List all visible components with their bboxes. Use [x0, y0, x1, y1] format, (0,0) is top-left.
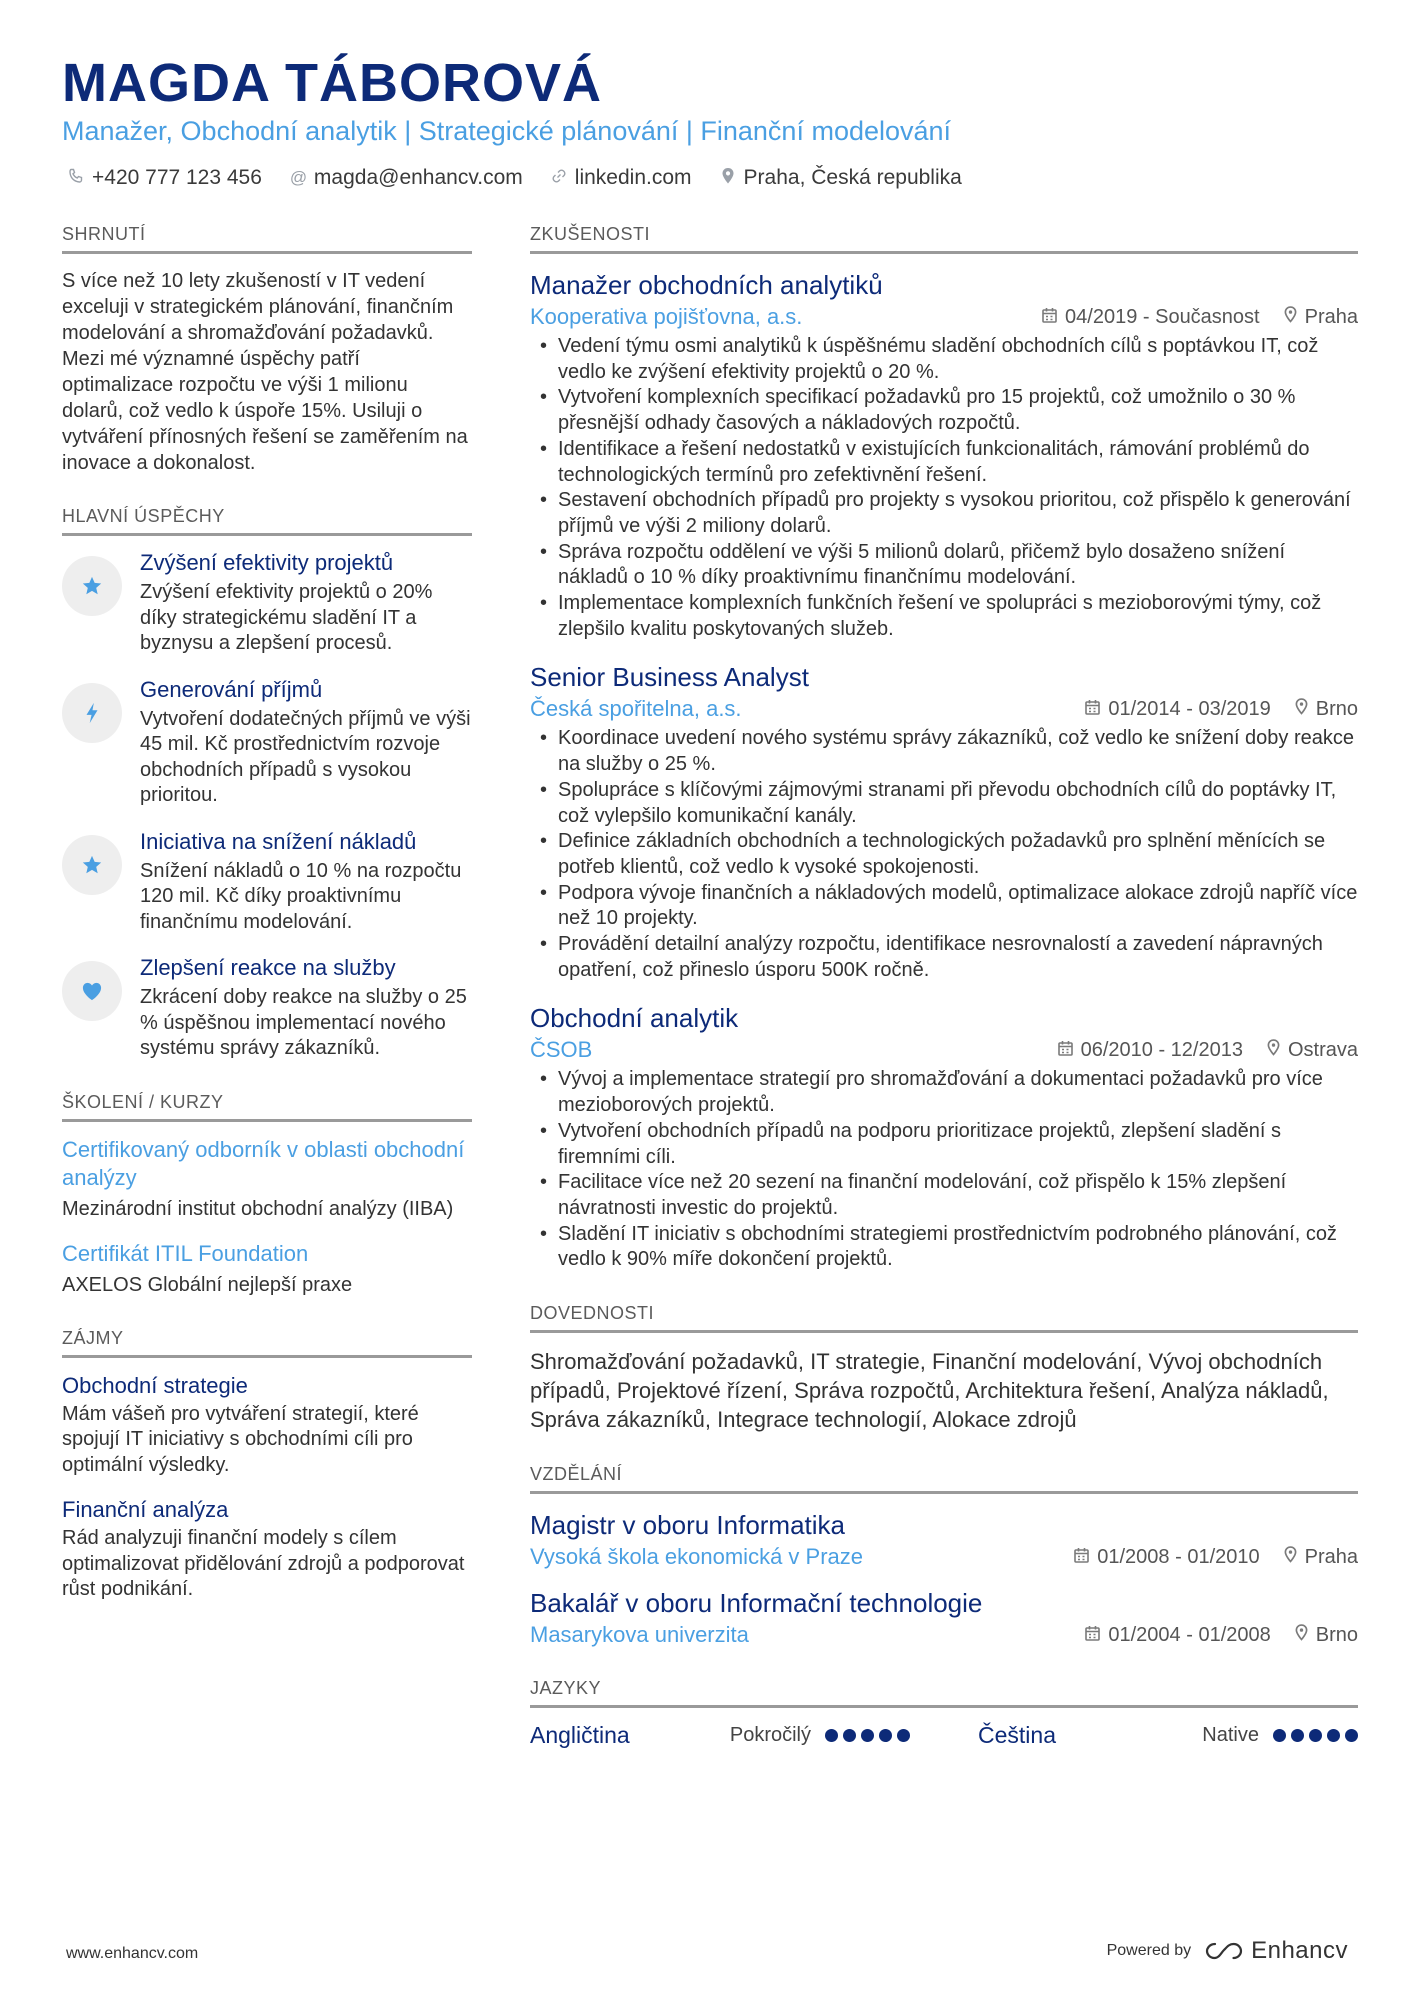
job-bullet: • Spolupráce s klíčovými zájmovými stranami při převodu obchodních cílů do poptávky IT, což vylepšilo komunikační kanály.	[530, 778, 1358, 829]
language-name: Angličtina	[530, 1722, 630, 1749]
job-bullet: • Vytvoření obchodních případů na podporu prioritizace projektů, zlepšení sladění s firemními cíli.	[530, 1119, 1358, 1170]
course-item	[62, 1136, 472, 1222]
language-dots	[825, 1729, 910, 1742]
enhancv-logo[interactable]	[1205, 1937, 1348, 1965]
link-icon	[551, 168, 567, 189]
level-dot	[1345, 1729, 1358, 1742]
email-text: magda@enhancv.com	[313, 166, 523, 189]
footer-branding	[1107, 1937, 1348, 1965]
education-dates: 01/2004 - 01/2008	[1108, 1623, 1271, 1646]
course-title: Certifikát ITIL Foundation	[62, 1240, 309, 1266]
experience-heading: ZKUŠENOSTI	[530, 224, 1358, 254]
location-pin-icon	[1267, 1039, 1280, 1061]
achievements-section	[62, 506, 472, 1062]
language-level: Native	[1202, 1724, 1259, 1747]
contact-linkedin[interactable]	[551, 166, 692, 190]
contact-location	[720, 166, 962, 190]
languages-heading: JAZYKY	[530, 1678, 1358, 1708]
experience-section	[530, 224, 1358, 1273]
job-bullet: • Koordinace uvedení nového systému správy zákazníků, což vedlo ke snížení doby reakce na služby o 25 %.	[530, 726, 1358, 777]
school-name: Masarykova univerzita	[530, 1622, 749, 1648]
course-provider: Mezinárodní institut obchodní analýzy (IIBA)	[62, 1197, 454, 1220]
degree-title: Magistr v oboru Informatika	[530, 1510, 846, 1541]
education-entry	[530, 1586, 1358, 1648]
job-bullets	[530, 334, 1358, 642]
job-title: Manažer obchodních analytiků	[530, 270, 883, 300]
contact-phone[interactable]	[68, 166, 262, 190]
bolt-icon	[62, 683, 122, 743]
interests-heading: ZÁJMY	[62, 1328, 472, 1358]
location-text: Praha, Česká republika	[743, 166, 962, 189]
at-icon: @	[289, 168, 308, 187]
education-entry	[530, 1508, 1358, 1570]
location-pin-icon	[720, 167, 736, 190]
achievement-item	[62, 829, 472, 936]
job-dates: 06/2010 - 12/2013	[1080, 1038, 1243, 1061]
achievement-desc: Vytvoření dodatečných příjmů ve výši 45 mil. Kč prostřednictvím rozvoje obchodních případů s vysokou prioritou.	[140, 707, 471, 806]
level-dot	[1309, 1729, 1322, 1742]
job-bullet: • Vytvoření komplexních specifikací požadavků pro 15 projektů, což umožnilo o 30 % přesnější odhady časových a nákladových rozpočtů.	[530, 385, 1358, 436]
job-bullet: • Provádění detailní analýzy rozpočtu, identifikace nesrovnalostí a zavedení nápravných opatření, což přineslo úsporu 500K ročně.	[530, 932, 1358, 983]
job-entry	[530, 1001, 1358, 1273]
job-company: ČSOB	[530, 1037, 593, 1063]
skills-section	[530, 1303, 1358, 1434]
candidate-subtitle: Manažer, Obchodní analytik | Strategické plánování | Finanční modelování	[62, 116, 952, 146]
left-column	[62, 224, 472, 1633]
level-dot	[843, 1729, 856, 1742]
language-level: Pokročilý	[729, 1724, 811, 1747]
interest-title: Finanční analýza	[62, 1497, 229, 1522]
linkedin-text: linkedin.com	[574, 166, 692, 189]
calendar-icon	[1085, 699, 1100, 720]
contact-bar	[68, 166, 962, 190]
brand-name: Enhancv	[1251, 1937, 1348, 1964]
achievements-heading: HLAVNÍ ÚSPĚCHY	[62, 506, 472, 536]
calendar-icon	[1085, 1625, 1100, 1646]
course-title: Certifikovaný odborník v oblasti obchodní analýzy	[62, 1136, 465, 1190]
achievement-item	[62, 677, 472, 809]
job-title: Senior Business Analyst	[530, 662, 809, 693]
summary-heading: SHRNUTÍ	[62, 224, 472, 254]
achievement-desc: Snížení nákladů o 10 % na rozpočtu 120 mil. Kč díky proaktivnímu finančnímu modelování.	[140, 859, 462, 933]
language-item	[530, 1722, 910, 1749]
job-bullet: • Identifikace a řešení nedostatků v existujících funkcionalitách, rámování problémů do technologických termínů pro zefektivnění řešení.	[530, 437, 1358, 488]
courses-section	[62, 1092, 472, 1298]
skills-heading: DOVEDNOSTI	[530, 1303, 1358, 1333]
job-bullet: • Správa rozpočtu oddělení ve výši 5 milionů dolarů, přičemž bylo dosaženo snížení nákladů o 10 % díky proaktivnímu finančnímu modelování.	[530, 540, 1358, 591]
job-company: Česká spořitelna, a.s.	[530, 696, 742, 722]
language-item	[978, 1722, 1358, 1749]
enhancv-logo-icon	[1205, 1941, 1243, 1961]
interest-desc: Rád analyzuji finanční modely s cílem optimalizovat přidělování zdrojů a podporovat růst podnikání.	[62, 1527, 465, 1600]
candidate-name: MAGDA TÁBOROVÁ	[62, 53, 602, 113]
job-bullet: • Vývoj a implementace strategií pro shromažďování a dokumentaci požadavků pro více mezioborových projektů.	[530, 1067, 1358, 1118]
achievement-title: Iniciativa na snížení nákladů	[140, 828, 417, 854]
job-bullet: • Podpora vývoje finančních a nákladových modelů, optimalizace alokace zdrojů napříč více než 10 projekty.	[530, 881, 1358, 932]
education-section	[530, 1464, 1358, 1648]
job-bullets	[530, 726, 1358, 983]
course-item	[62, 1240, 472, 1298]
level-dot	[1273, 1729, 1286, 1742]
job-entry	[530, 268, 1358, 642]
job-company: Kooperativa pojišťovna, a.s.	[530, 304, 803, 329]
job-dates: 04/2019 - Současnost	[1065, 305, 1260, 328]
achievement-item	[62, 550, 472, 657]
job-bullet: • Vedení týmu osmi analytiků k úspěšnému sladění obchodních cílů s poptávkou IT, což vedlo ke zvýšení efektivity projektů o 20 %.	[530, 334, 1358, 385]
interest-desc: Mám vášeň pro vytváření strategií, které spojují IT iniciativy s obchodními cíli pro optimální výsledky.	[62, 1402, 419, 1476]
achievement-title: Zvýšení efektivity projektů	[140, 550, 394, 575]
education-heading: VZDĚLÁNÍ	[530, 1464, 1358, 1494]
languages-section	[530, 1678, 1358, 1749]
job-title: Obchodní analytik	[530, 1003, 739, 1034]
level-dot	[897, 1729, 910, 1742]
summary-section	[62, 224, 472, 476]
education-location: Brno	[1315, 1623, 1358, 1646]
job-bullet: • Definice základních obchodních a technologických požadavků pro splnění měnících se potřeb klientů, což vedlo k vysoké spokojenosti.	[530, 829, 1358, 880]
job-bullet: • Sladění IT iniciativ s obchodními strategiemi prostřednictvím podrobného plánování, což vedlo k 90% míře dokončení projektů.	[530, 1222, 1358, 1273]
job-bullet: • Facilitace více než 20 sezení na finanční modelování, což přispělo k 15% zlepšení návratnosti investic do projektů.	[530, 1170, 1358, 1221]
location-pin-icon	[1295, 698, 1308, 720]
star-icon	[62, 835, 122, 895]
footer-website[interactable]: www.enhancv.com	[66, 1945, 199, 1962]
courses-heading: ŠKOLENÍ / KURZY	[62, 1092, 472, 1122]
job-bullet: • Implementace komplexních funkčních řešení ve spolupráci s mezioborovými týmy, což zlepšilo kvalitu poskytovaných služeb.	[530, 591, 1358, 642]
contact-email[interactable]	[290, 166, 523, 190]
job-location: Brno	[1315, 697, 1358, 720]
language-name: Čeština	[978, 1722, 1056, 1749]
job-bullet: • Sestavení obchodních případů pro projekty s vysokou prioritou, což přispělo k generování příjmů ve výši 2 miliony dolarů.	[530, 488, 1358, 539]
interest-title: Obchodní strategie	[62, 1372, 248, 1398]
powered-by-text: Powered by	[1106, 1942, 1192, 1959]
star-icon	[62, 556, 122, 616]
achievement-desc: Zvýšení efektivity projektů o 20% díky strategickému sladění IT a byznysu a zlepšení procesů.	[140, 581, 433, 654]
interests-section	[62, 1328, 472, 1603]
skills-text: Shromažďování požadavků, IT strategie, Finanční modelování, Vývoj obchodních případů, Projektové řízení, Správa rozpočtů, Architektura řešení, Analýza nákladů, Správa zákazníků, Integrace technologií, Alokace zdrojů	[530, 1349, 1329, 1433]
calendar-icon	[1074, 1547, 1089, 1568]
achievement-desc: Zkrácení doby reakce na služby o 25 % úspěšnou implementací nového systému správy zákazníků.	[140, 986, 467, 1059]
achievement-title: Generování příjmů	[140, 676, 323, 702]
interest-item	[62, 1372, 472, 1479]
education-location: Praha	[1304, 1545, 1358, 1568]
location-pin-icon	[1284, 1546, 1297, 1568]
interest-item	[62, 1496, 472, 1603]
level-dot	[879, 1729, 892, 1742]
school-name: Vysoká škola ekonomická v Praze	[530, 1544, 863, 1570]
location-pin-icon	[1284, 306, 1297, 328]
phone-text: +420 777 123 456	[92, 166, 262, 189]
heart-icon	[62, 961, 122, 1021]
summary-text: S více než 10 lety zkušeností v IT vedení exceluji v strategickém plánování, finančním modelování a shromažďování požadavků. Mezi mé významné úspěchy patří optimalizace rozpočtu ve výši 1 milionu dolarů, což vedlo k úspoře 15%. Usiluji o vytváření přínosných řešení se zaměřením na inovace a dokonalost.	[62, 270, 468, 474]
calendar-icon	[1042, 307, 1057, 328]
level-dot	[1327, 1729, 1340, 1742]
right-column	[530, 224, 1358, 1779]
course-provider: AXELOS Globální nejlepší praxe	[62, 1273, 353, 1296]
job-bullets	[530, 1067, 1358, 1273]
education-dates: 01/2008 - 01/2010	[1097, 1545, 1260, 1568]
job-entry	[530, 660, 1358, 983]
language-dots	[1273, 1729, 1358, 1742]
calendar-icon	[1058, 1040, 1073, 1061]
achievement-item	[62, 955, 472, 1062]
location-pin-icon	[1295, 1624, 1308, 1646]
job-location: Ostrava	[1287, 1038, 1358, 1061]
job-location: Praha	[1304, 305, 1358, 328]
degree-title: Bakalář v oboru Informační technologie	[530, 1588, 983, 1619]
level-dot	[825, 1729, 838, 1742]
achievement-title: Zlepšení reakce na služby	[140, 955, 396, 980]
job-dates: 01/2014 - 03/2019	[1108, 697, 1271, 720]
level-dot	[1291, 1729, 1304, 1742]
phone-icon	[68, 168, 84, 189]
level-dot	[861, 1729, 874, 1742]
